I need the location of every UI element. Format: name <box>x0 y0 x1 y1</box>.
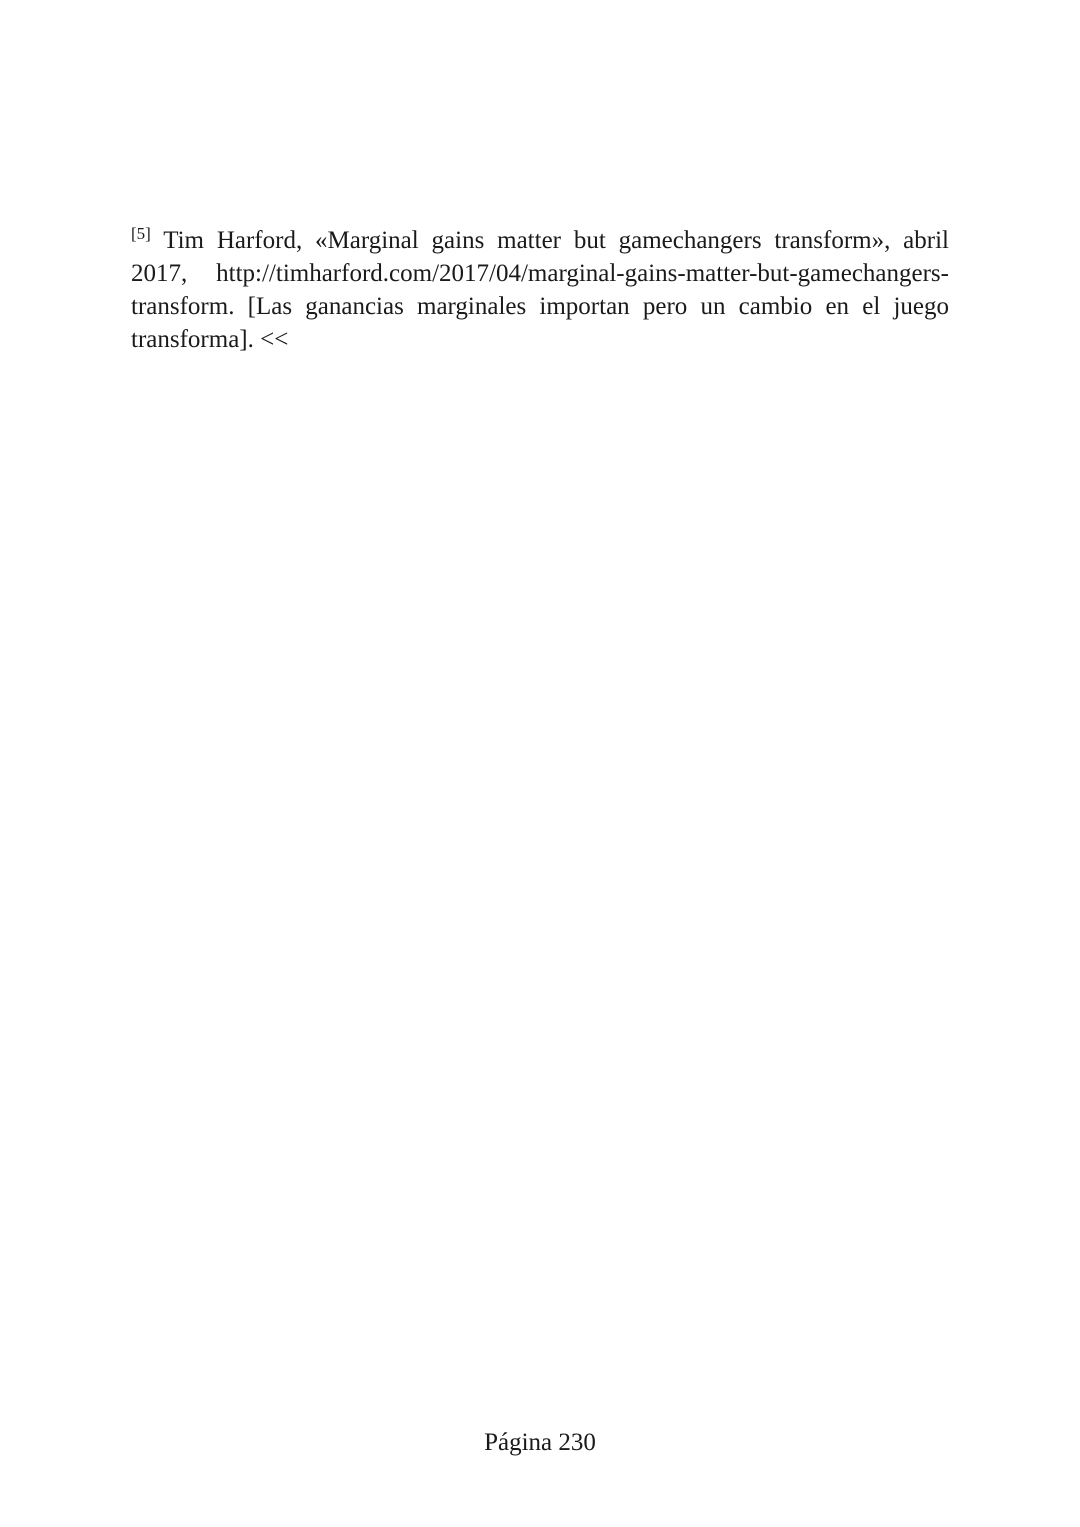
footnote-url: http://timharford.com/2017/04/marginal-gains-matter-but-gamechangers-transform <box>131 260 949 320</box>
footnote-text-after-url: . [Las ganancias marginales importan pero un cambio en el juego transforma]. <box>131 293 949 353</box>
footnote-back-link[interactable]: << <box>260 326 289 353</box>
footnote-5 <box>131 224 949 356</box>
footnote-marker[interactable]: [5] <box>131 224 151 243</box>
footnote-text-before-url: Tim Harford, «Marginal gains matter but gamechangers transform», abril 2017, <box>131 227 949 287</box>
page-number: Página 230 <box>484 1429 596 1456</box>
